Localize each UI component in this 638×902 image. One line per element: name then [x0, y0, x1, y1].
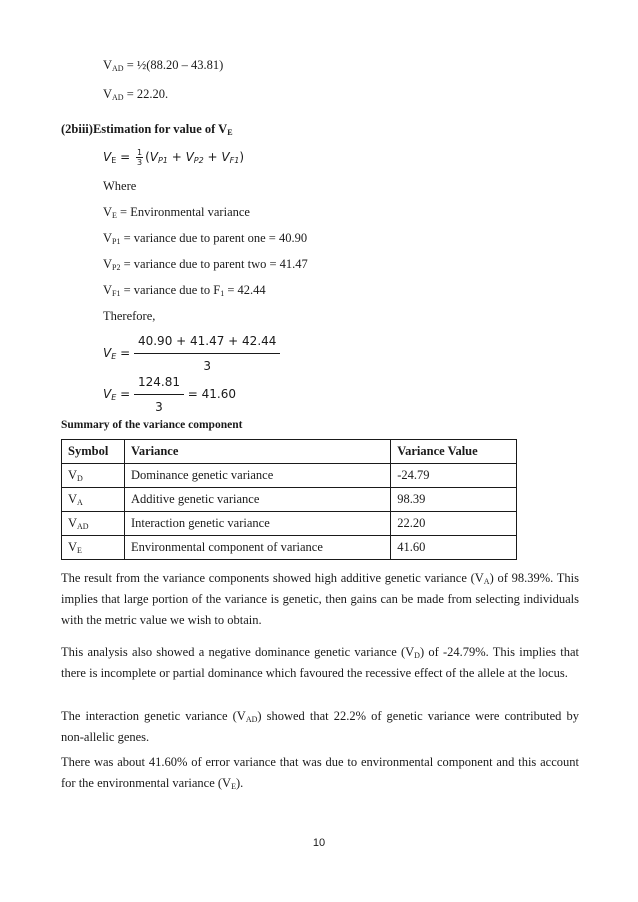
vad-expression: = ½(88.20 – 43.81): [126, 58, 224, 72]
cell-variance: Additive genetic variance: [124, 488, 390, 512]
paragraph-text: ) of -24.79%. This implies that there is incomplete or partial dominance which favoured the recessive effect of the allele at the locus.: [61, 645, 579, 680]
definition-symbol: V: [103, 231, 113, 245]
therefore-label: Therefore,: [103, 309, 156, 323]
ve-calculation-2: [103, 373, 236, 416]
paragraph-text: The result from the variance components showed high additive genetic variance (V: [61, 571, 484, 585]
definition-subscript: E: [112, 211, 117, 220]
paragraph-interaction: [61, 706, 579, 748]
cell-symbol: [62, 464, 125, 488]
definition-symbol: V: [103, 257, 113, 271]
definition-ve: [103, 204, 250, 220]
definition-text: = variance due to F: [120, 283, 221, 297]
symbol-letter: V: [68, 516, 78, 530]
plus-sign: +: [203, 150, 222, 164]
definition-text: = Environmental variance: [116, 205, 250, 219]
header-variance: Variance: [124, 440, 390, 464]
header-variance-value: Variance Value: [391, 440, 517, 464]
table-row: [62, 536, 517, 560]
definition-vp1: [103, 230, 307, 246]
fraction-numerator: 40.90 + 41.47 + 42.44: [134, 332, 280, 354]
section-heading-subscript: E: [227, 128, 233, 137]
paragraph-subscript: E: [231, 782, 236, 791]
vp1-symbol: V: [149, 150, 158, 164]
definition-value: = 42.44: [224, 283, 266, 297]
paragraph-subscript: A: [483, 577, 490, 586]
table-row: [62, 464, 517, 488]
section-heading: [61, 121, 233, 137]
table-row: [62, 488, 517, 512]
fraction-numerator: 124.81: [134, 373, 184, 395]
vp2-subscript: P2: [193, 156, 204, 165]
definition-text: = variance due to parent two = 41.47: [120, 257, 308, 271]
equals-sign: =: [116, 387, 134, 401]
symbol-subscript: D: [77, 474, 83, 483]
symbol-letter: V: [68, 468, 78, 482]
fraction-denominator: 3: [203, 359, 211, 373]
cell-variance: Dominance genetic variance: [124, 464, 390, 488]
ve-calculation-1: [103, 332, 280, 375]
header-symbol: Symbol: [62, 440, 125, 464]
symbol-letter: V: [68, 492, 78, 506]
definition-symbol: V: [103, 283, 113, 297]
where-label: Where: [103, 179, 137, 193]
definition-subscript: 1: [220, 289, 225, 298]
ve-subscript: E: [111, 393, 117, 402]
plus-sign: +: [167, 150, 186, 164]
vad-result: = 22.20.: [126, 87, 169, 101]
cell-symbol: [62, 488, 125, 512]
vf1-subscript: F1: [229, 156, 240, 165]
fraction-numerator: 1: [136, 148, 143, 157]
symbol-letter: V: [68, 540, 78, 554]
one-third-fraction: [136, 148, 143, 167]
cell-variance: Environmental component of variance: [124, 536, 390, 560]
ve-formula: [103, 146, 244, 168]
paragraph-text: ) showed that 22.2% of genetic variance were contributed by non-allelic genes.: [61, 709, 579, 744]
open-paren: (: [145, 150, 150, 164]
definition-subscript: F1: [112, 289, 121, 298]
symbol-subscript: A: [77, 498, 83, 507]
paragraph-text: This analysis also showed a negative dominance genetic variance (V: [61, 645, 415, 659]
ve-subscript: E: [111, 156, 117, 165]
paragraph-subscript: D: [414, 651, 420, 660]
ve-result: = 41.60: [183, 387, 237, 401]
definition-vp2: [103, 256, 308, 272]
vad-subscript: AD: [112, 64, 124, 73]
paragraph-text: ) of 98.39%. This implies that large portion of the variance is genetic, then gains can be made from selecting individuals with the metric value we wish to obtain.: [61, 571, 579, 627]
total-fraction: [134, 373, 184, 416]
table-row: [62, 512, 517, 536]
vad-equation-2: [103, 86, 168, 102]
vad-symbol: V: [103, 58, 113, 72]
ve-symbol: V: [103, 346, 112, 360]
paragraph-text: The interaction genetic variance (V: [61, 709, 246, 723]
paragraph-dominance: [61, 642, 579, 684]
vp1-subscript: P1: [157, 156, 168, 165]
cell-symbol: [62, 536, 125, 560]
paragraph-subscript: AD: [245, 715, 258, 724]
vp2-symbol: V: [185, 150, 194, 164]
paragraph-environmental: [61, 752, 579, 794]
symbol-subscript: E: [77, 546, 82, 555]
page-number: 10: [312, 837, 326, 849]
table-header-row: [62, 440, 517, 464]
paragraph-text: There was about 41.60% of error variance that was due to environmental component and this account for the environmental variance (V: [61, 755, 579, 790]
fraction-denominator: 3: [136, 158, 143, 167]
vf1-symbol: V: [221, 150, 230, 164]
vad-subscript: AD: [112, 93, 124, 102]
paragraph-text: ).: [235, 776, 244, 790]
ve-symbol: V: [103, 150, 112, 164]
cell-variance: Interaction genetic variance: [124, 512, 390, 536]
equals-sign: =: [116, 346, 134, 360]
cell-value: 41.60: [391, 536, 517, 560]
definition-text: = variance due to parent one = 40.90: [120, 231, 308, 245]
paragraph-additive: [61, 568, 579, 631]
fraction-denominator: 3: [155, 400, 163, 414]
summary-title: Summary of the variance component: [61, 419, 243, 431]
symbol-subscript: AD: [77, 522, 89, 531]
cell-value: 98.39: [391, 488, 517, 512]
definition-subscript: P2: [112, 263, 121, 272]
cell-value: -24.79: [391, 464, 517, 488]
ve-subscript: E: [111, 352, 117, 361]
vad-equation-1: [103, 57, 223, 73]
definition-subscript: P1: [112, 237, 121, 246]
variance-summary-table: [61, 439, 517, 560]
definition-symbol: V: [103, 205, 113, 219]
cell-symbol: [62, 512, 125, 536]
section-heading-text: (2biii)Estimation for value of V: [61, 122, 228, 136]
equals-sign: =: [116, 150, 134, 164]
close-paren: ): [239, 150, 245, 164]
ve-symbol: V: [103, 387, 112, 401]
definition-vf1: [103, 282, 266, 298]
sum-fraction: [134, 332, 280, 375]
vad-symbol: V: [103, 87, 113, 101]
cell-value: 22.20: [391, 512, 517, 536]
